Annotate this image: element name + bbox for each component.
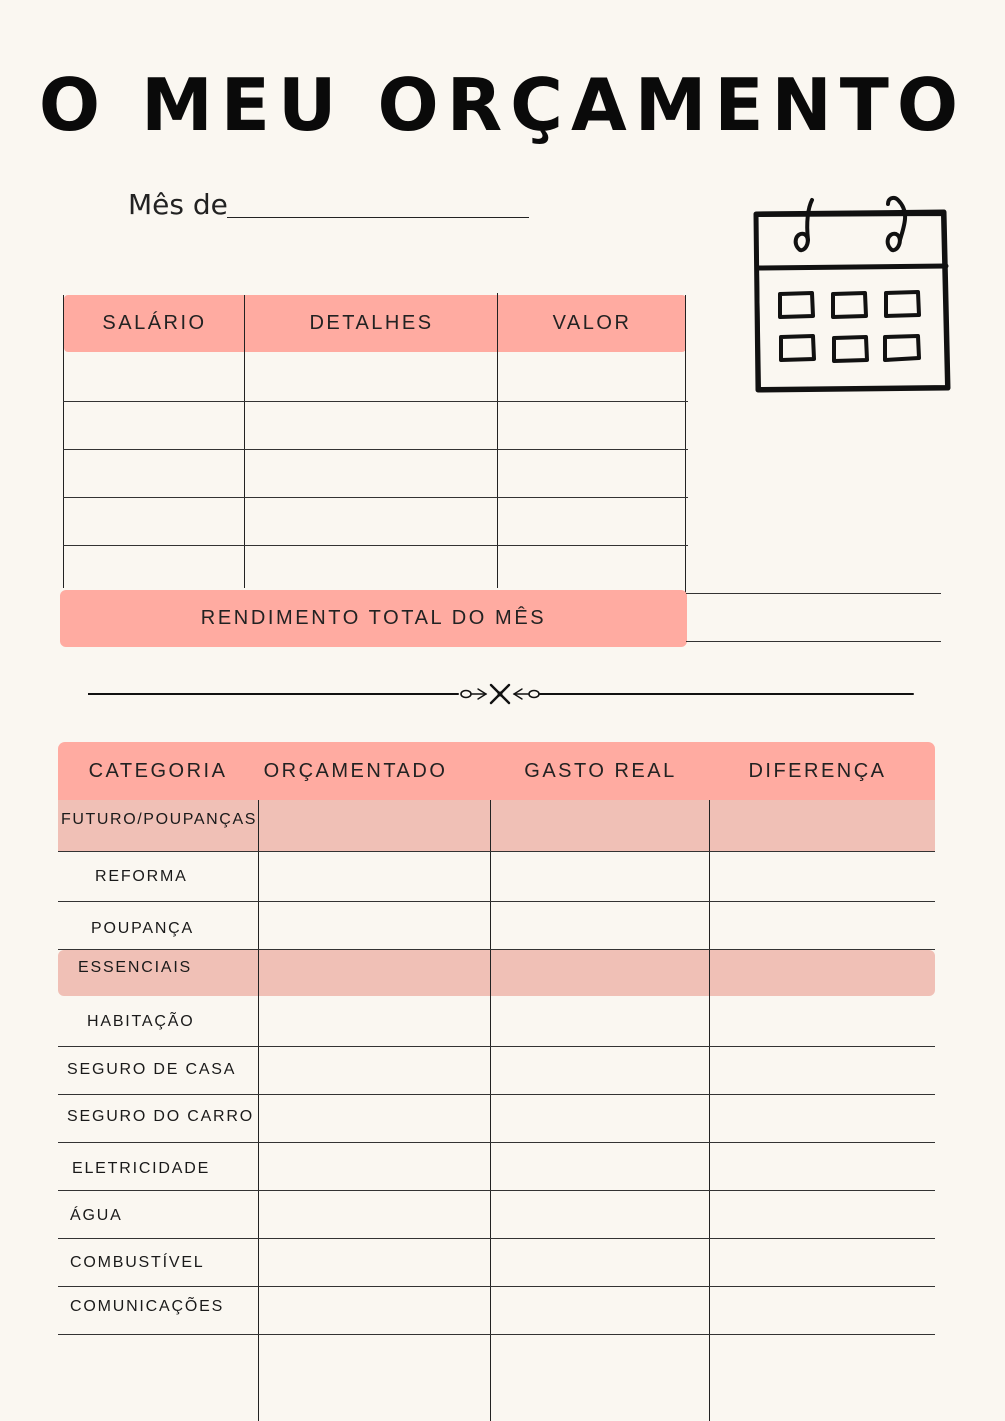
expense-row-line	[58, 1190, 935, 1191]
expense-row-line	[58, 1142, 935, 1143]
total-income-line[interactable]	[686, 593, 941, 594]
category-label-poupanca: POUPANÇA	[91, 920, 195, 937]
ornament-divider-icon	[88, 680, 914, 713]
income-row-line	[63, 449, 688, 450]
month-label: Mês de	[128, 188, 228, 221]
expense-row-line	[58, 1046, 935, 1047]
total-income-bar	[60, 590, 687, 647]
header-salario	[64, 295, 245, 352]
header-detalhes-label: DETALHES	[309, 312, 434, 334]
header-salario-label: SALÁRIO	[102, 312, 207, 334]
header-categoria-label: CATEGORIA	[88, 759, 228, 782]
header-detalhes	[245, 295, 498, 352]
total-income-line	[686, 641, 941, 642]
total-income-label: RENDIMENTO TOTAL DO MÊS	[200, 607, 547, 629]
expense-row-line	[58, 1238, 935, 1239]
category-label-reforma: REFORMA	[95, 868, 188, 885]
header-orcamentado-label: ORÇAMENTADO	[263, 759, 448, 782]
category-label-comunicacoes: COMUNICAÇÕES	[70, 1298, 225, 1315]
header-diferenca	[710, 742, 925, 800]
category-label-futuro: FUTURO/POUPANÇAS	[61, 811, 257, 828]
header-valor	[498, 295, 686, 352]
category-label-agua: ÁGUA	[70, 1207, 123, 1224]
expense-row-line	[58, 1286, 935, 1287]
category-label-combustivel: COMBUSTÍVEL	[70, 1254, 205, 1271]
page-title: O MEU ORÇAMENTO	[38, 63, 967, 147]
category-label-seguro-casa: SEGURO DE CASA	[67, 1061, 237, 1078]
header-gasto-real	[491, 742, 710, 800]
category-label-essenciais: ESSENCIAIS	[78, 959, 193, 976]
expense-row-line	[58, 901, 935, 902]
header-gasto-real-label: GASTO REAL	[524, 759, 677, 782]
category-label-habitacao: HABITAÇÃO	[87, 1013, 195, 1030]
expense-row-line	[58, 1334, 935, 1335]
header-orcamentado	[258, 742, 453, 800]
expense-row-line	[58, 1094, 935, 1095]
expense-row-line	[58, 851, 935, 852]
header-diferenca-label: DIFERENÇA	[748, 759, 887, 782]
expense-row-line	[58, 949, 935, 950]
calendar-icon	[748, 192, 953, 397]
category-label-seguro-carro: SEGURO DO CARRO	[67, 1108, 255, 1125]
expense-grid-line	[709, 800, 710, 1421]
month-input-line[interactable]	[227, 217, 529, 218]
income-grid-line	[497, 293, 498, 588]
income-row-line	[63, 497, 688, 498]
category-label-eletricidade: ELETRICIDADE	[72, 1160, 211, 1177]
expense-grid-line	[258, 800, 259, 1421]
income-row-line	[63, 545, 688, 546]
income-row-line	[63, 401, 688, 402]
header-categoria	[58, 742, 258, 800]
expense-grid-line	[490, 800, 491, 1421]
header-valor-label: VALOR	[552, 312, 632, 334]
income-grid-line	[685, 295, 686, 593]
